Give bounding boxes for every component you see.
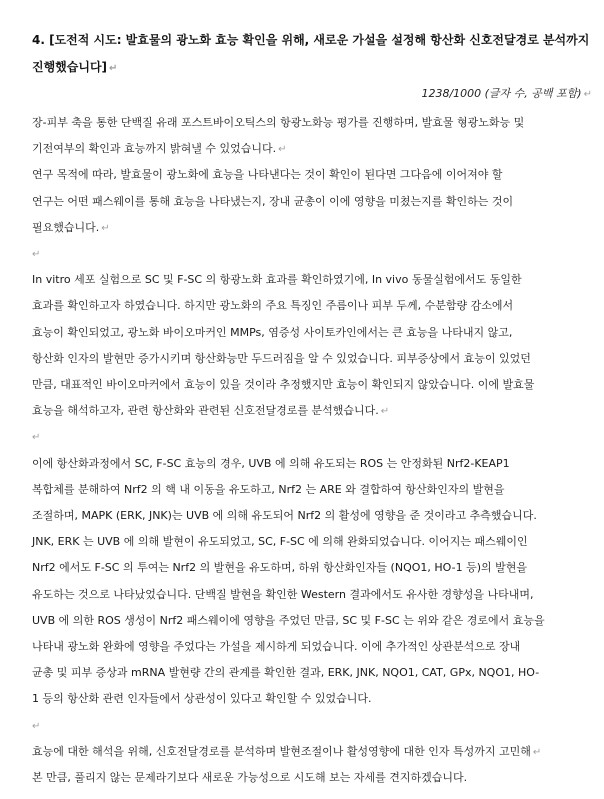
body-line-text: UVB 에 의한 ROS 생성이 Nrf2 패스웨이에 영향을 주었던 만큼, SC 및 F-SC 는 위와 같은 경로에서 효능을 — [32, 614, 545, 627]
body-line — [32, 742, 592, 763]
body-line-text: 나타내 광노화 완화에 영향을 주었다는 가설을 제시하게 되었습니다. 이에 추가적인 상관분석으로 장내 — [32, 640, 521, 653]
paragraph-mark: ↵ — [32, 721, 41, 732]
paragraph-mark: ↵ — [583, 89, 592, 100]
body-line — [32, 506, 592, 526]
body-line — [32, 585, 592, 605]
body-line — [32, 192, 592, 212]
body-line — [32, 637, 592, 657]
blank-line — [32, 244, 592, 265]
character-count — [421, 84, 592, 105]
body-line — [32, 663, 592, 683]
body-line — [32, 454, 592, 474]
heading-text: 4. [도전적 시도: 발효물의 광노화 효능 확인을 위해, 새로운 가설을 설정해 항산화 신호전달경로 분석까지 — [32, 33, 590, 47]
body-line-text: 유도하는 것으로 나타났었습니다. 단백질 발현을 확인한 Western 결과에서도 유사한 경향성을 나타내며, — [32, 588, 534, 601]
heading-line — [32, 27, 588, 54]
paragraph-mark: ↵ — [101, 223, 110, 234]
body-line-text: 필요했습니다. — [32, 221, 100, 234]
body-line — [32, 139, 592, 160]
body-line — [32, 375, 592, 395]
paragraph-mark: ↵ — [32, 432, 41, 443]
paragraph-mark: ↵ — [380, 406, 390, 417]
body-line-text: 효능에 대한 해석을 위해, 신호전달경로를 분석하며 발현조절이나 활성영향에 대한 인자 특성까지 고민해 — [32, 745, 531, 758]
body-line-text: 항산화 인자의 발현만 증가시키며 항산화능만 두드러짐을 알 수 있었습니다. 피부증상에서 효능이 있었던 — [32, 352, 531, 365]
heading-text: 진행했습니다] — [32, 60, 108, 74]
body-line-text: In vitro 세포 실험으로 SC 및 F-SC 의 항광노화 효과를 확인하였기에, In vivo 동물실험에서도 동일한 — [32, 273, 522, 286]
body-line — [32, 270, 592, 290]
body-line-text: 이에 항산화과정에서 SC, F-SC 효능의 경우, UVB 에 의해 유도되는 ROS 는 안정화된 Nrf2-KEAP1 — [32, 457, 510, 470]
paragraph-mark: ↵ — [278, 144, 287, 155]
body-line-text: 조절하며, MAPK (ERK, JNK)는 UVB 에 의해 유도되어 Nrf2 의 활성에 영향을 준 것이라고 추측했습니다. — [32, 509, 537, 522]
paragraph-mark: ↵ — [32, 249, 41, 260]
body-line-text: 연구는 어떤 패스웨이를 통해 효능을 나타냈는지, 장내 균총이 이에 영향을 미쳤는지를 확인하는 것이 — [32, 195, 514, 208]
body-line-text: 기전여부의 확인과 효능까지 밝혀낼 수 있었습니다. — [32, 142, 277, 155]
body-line — [32, 349, 592, 369]
body-line — [32, 611, 592, 631]
body-line-text: 효능을 해석하고자, 관련 항산화와 관련된 신호전달경로를 분석했습니다. — [32, 404, 379, 417]
body-line — [32, 768, 592, 788]
body-line — [32, 532, 592, 552]
body-line-text: 만큼, 대표적인 바이오마커에서 효능이 있을 것이라 추정했지만 효능이 확인되지 않았습니다. 이에 발효물 — [32, 378, 535, 391]
body-line — [32, 323, 592, 343]
body-line-text: Nrf2 에서도 F-SC 의 투여는 Nrf2 의 발현을 유도하며, 하위 항산화인자들 (NQO1, HO-1 등)의 발현을 — [32, 561, 528, 574]
body-line-text: 1 등의 항산화 관련 인자들에서 상관성이 있다고 확인할 수 있었습니다. — [32, 692, 372, 705]
body-line-text: 복합체를 분해하여 Nrf2 의 핵 내 이동을 유도하고, Nrf2 는 ARE 와 결합하여 항산화인자의 발현을 — [32, 483, 505, 496]
body-line — [32, 113, 592, 133]
body-line-text: 효과를 확인하고자 하였습니다. 하지만 광노화의 주요 특징인 주름이나 피부 두께, 수분함량 감소에서 — [32, 299, 514, 312]
body-line — [32, 480, 592, 500]
body-line-text: 효능이 확인되었고, 광노화 바이오마커인 MMPs, 염증성 사이토카인에서는 큰 효능을 나타내지 않고, — [32, 326, 513, 339]
paragraph-mark: ↵ — [109, 63, 118, 74]
body-line — [32, 558, 592, 578]
body-line-text: JNK, ERK 는 UVB 에 의해 발현이 유도되었고, SC, F-SC 에 의해 완화되었습니다. 이어지는 패스웨이인 — [32, 535, 528, 548]
body-line-text: 장-피부 축을 통한 단백질 유래 포스트바이오틱스의 항광노화능 평가를 진행하며, 발효물 형광노화능 및 — [32, 116, 525, 129]
body-line-text: 균총 및 피부 증상과 mRNA 발현량 간의 관계를 확인한 결과, ERK, JNK, NQO1, CAT, GPx, NQO1, HO- — [32, 666, 540, 679]
heading-line — [32, 54, 588, 82]
character-count-text: 1238/1000 (글자 수, 공백 포함) — [421, 87, 582, 100]
body-line — [32, 296, 592, 316]
blank-line — [32, 716, 592, 737]
blank-line — [32, 427, 592, 448]
body-line-text: 본 만큼, 풀리지 않는 문제라기보다 새로운 가능성으로 시도해 보는 자세를 견지하겠습니다. — [32, 771, 468, 784]
body-line — [32, 689, 592, 709]
body-line — [32, 218, 592, 239]
paragraph-mark: ↵ — [532, 747, 542, 758]
section-heading — [32, 27, 588, 82]
body-line — [32, 401, 592, 422]
body-line — [32, 165, 592, 185]
body-line-text: 연구 목적에 따라, 발효물이 광노화에 효능을 나타낸다는 것이 확인이 된다면 그다음에 이어져야 할 — [32, 168, 503, 181]
